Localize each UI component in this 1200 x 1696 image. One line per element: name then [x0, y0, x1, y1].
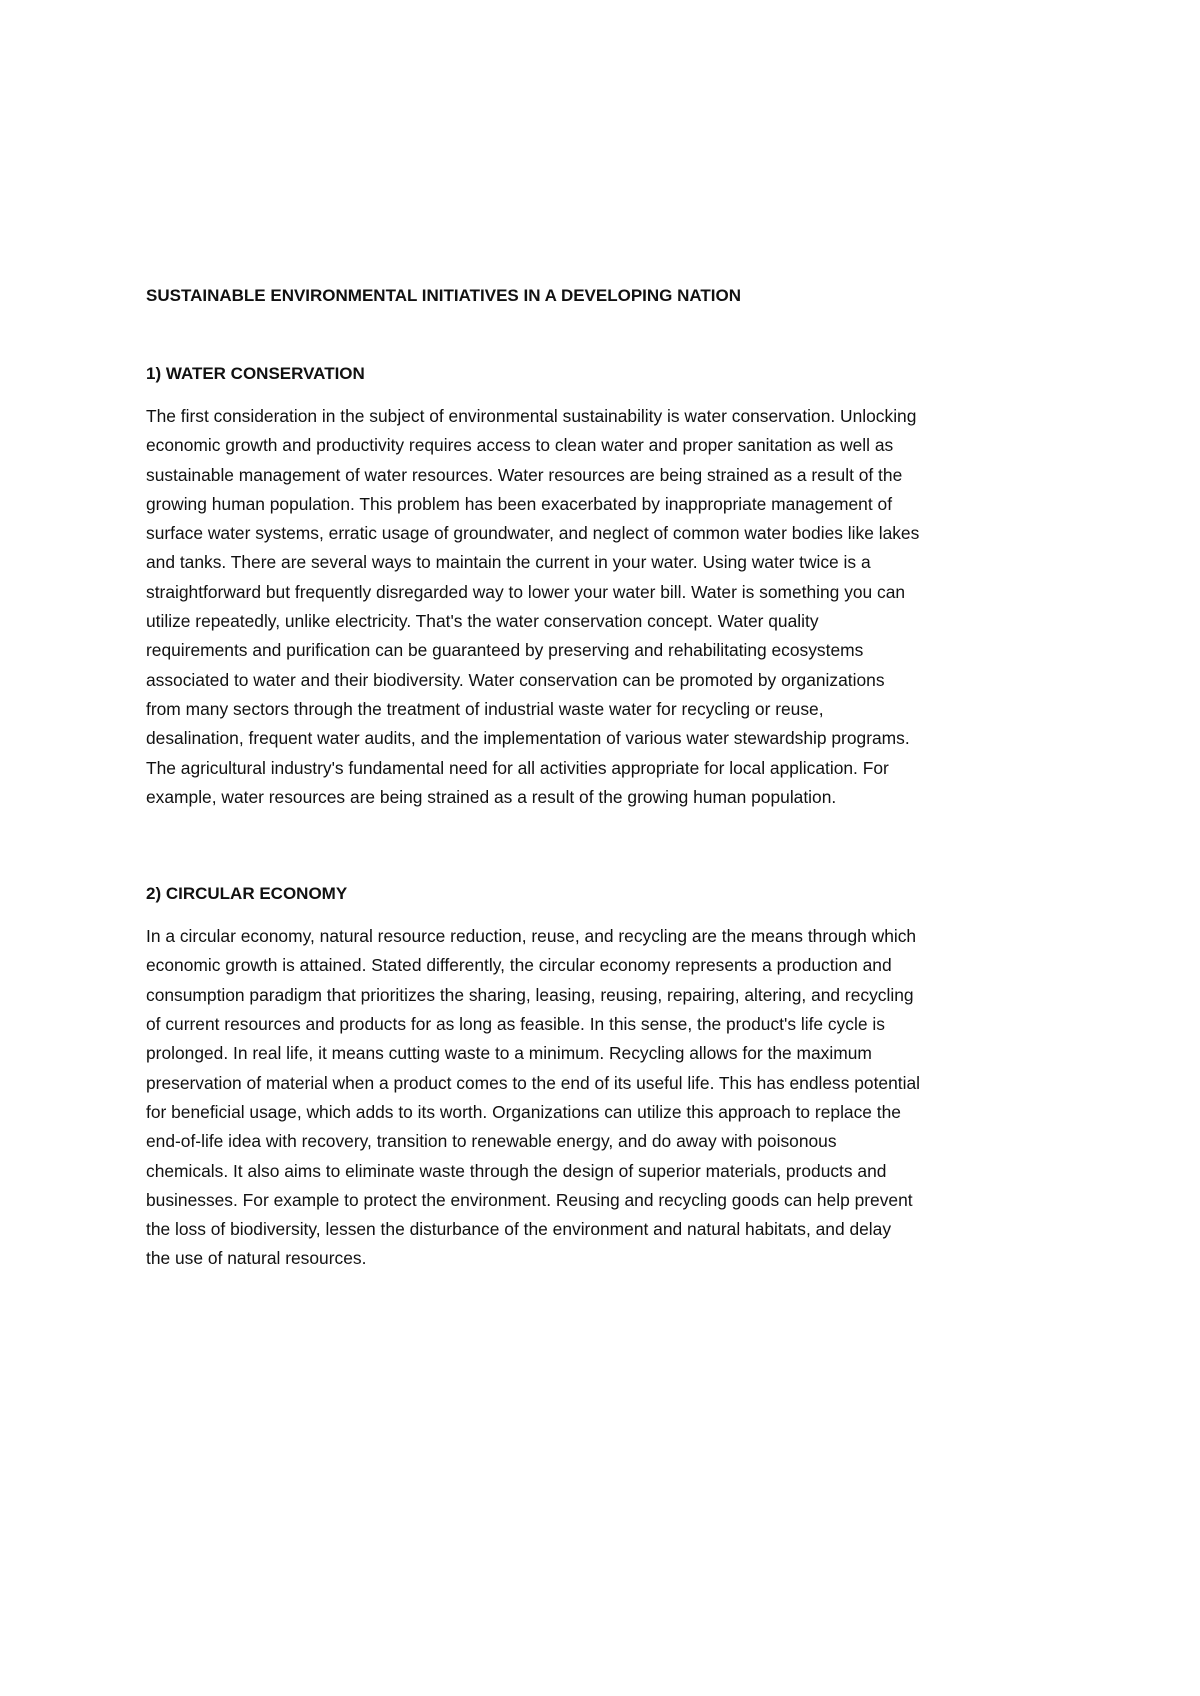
document-title: SUSTAINABLE ENVIRONMENTAL INITIATIVES IN A DEVELOPING NATION — [146, 286, 742, 305]
section-water-conservation — [146, 362, 1070, 812]
section-heading: 2) CIRCULAR ECONOMY — [146, 884, 348, 904]
section-circular-economy — [146, 882, 1070, 1274]
section-paragraph: The first consideration in the subject of environmental sustainability is water conservation. Unlocking economic growth and productivity requires access to clean water and proper sanitation as well as sustainable management of water resources. Water resources are being strained as a result of the growing human population. This problem has been exacerbated by inappropriate management of surface water systems, erratic usage of groundwater, and neglect of common water bodies like lakes and tanks. There are several ways to maintain the current in your water. Using water twice is a straightforward but frequently disregarded way to lower your water bill. Water is something you can utilize repeatedly, unlike electricity. That's the water conservation concept. Water quality requirements and purification can be guaranteed by preserving and rehabilitating ecosystems associated to water and their biodiversity. Water conservation can be promoted by organizations from many sectors through the treatment of industrial waste water for recycling or reuse, desalination, frequent water audits, and the implementation of various water stewardship programs. The agricultural industry's fundamental need for all activities appropriate for local application. For example, water resources are being strained as a result of the growing human population. — [146, 406, 920, 807]
section-paragraph: In a circular economy, natural resource reduction, reuse, and recycling are the means through which economic growth is attained. Stated differently, the circular economy represents a production and consumption paradigm that prioritizes the sharing, leasing, reusing, repairing, altering, and recycling of current resources and products for as long as feasible. In this sense, the product's life cycle is prolonged. In real life, it means cutting waste to a minimum. Recycling allows for the maximum preservation of material when a product comes to the end of its useful life. This has endless potential for beneficial usage, which adds to its worth. Organizations can utilize this approach to replace the end-of-life idea with recovery, transition to renewable energy, and do away with poisonous chemicals. It also aims to eliminate waste through the design of superior materials, products and businesses. For example to protect the environment. Reusing and recycling goods can help prevent the loss of biodiversity, lessen the disturbance of the environment and natural habitats, and delay the use of natural resources. — [146, 926, 920, 1269]
section-heading: 1) WATER CONSERVATION — [146, 364, 365, 383]
document-page — [146, 284, 1070, 1274]
